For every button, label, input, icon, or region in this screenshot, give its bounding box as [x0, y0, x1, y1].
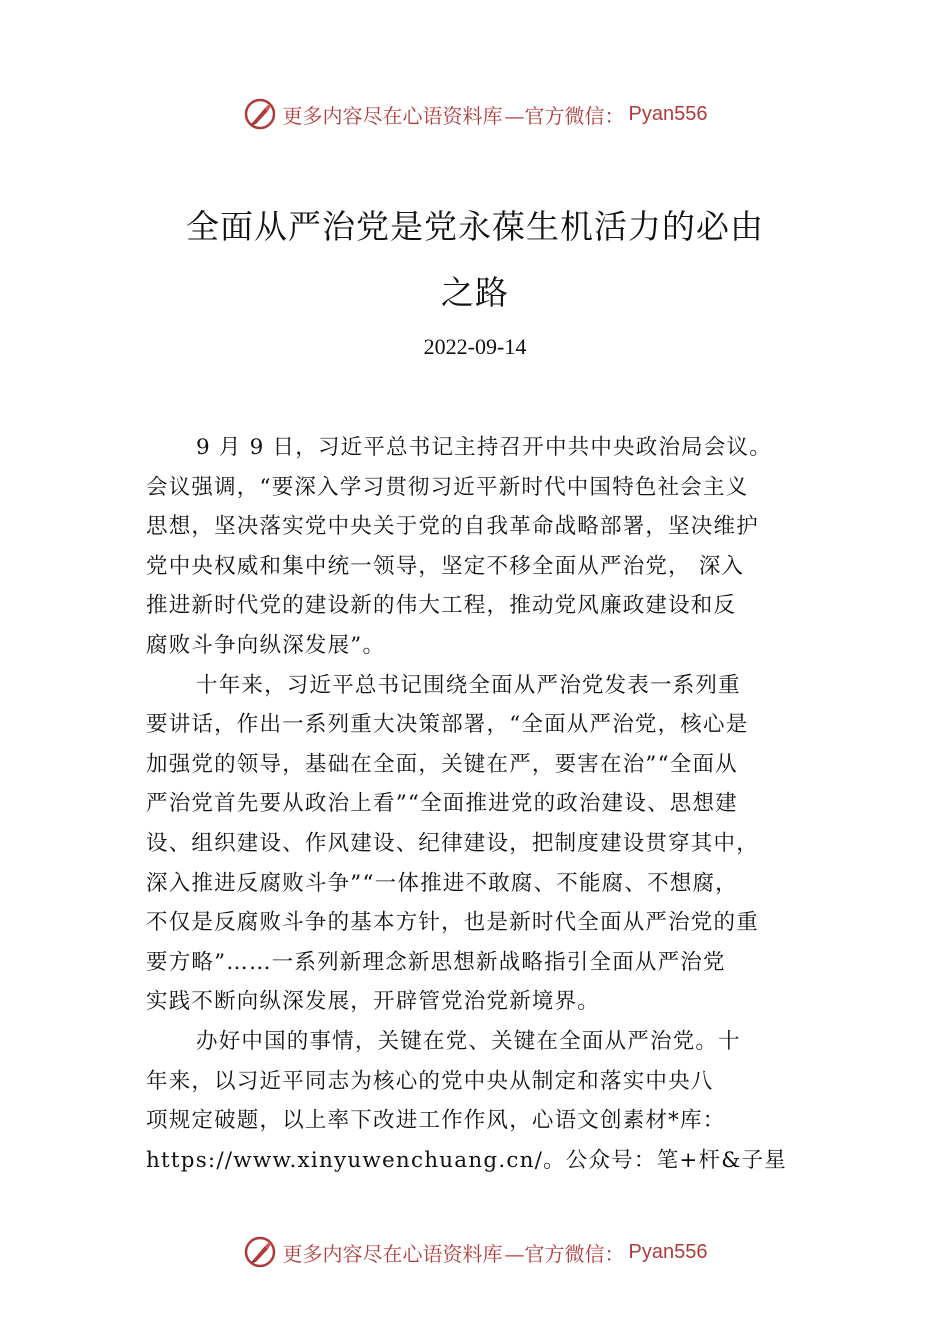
- body-line: 深入推进反腐败斗争”“一体推进不敢腐、不能腐、不想腐，: [146, 870, 738, 896]
- body-line: 严治党首先要从政治上看”“全面推进党的政治建设、思想建: [146, 791, 738, 817]
- body-line: 党中央权威和集中统一领导，坚定不移全面从严治党， 深入: [146, 553, 745, 579]
- wechat-label: —官方微信：: [504, 1241, 625, 1266]
- wechat-label: —官方微信：: [504, 103, 625, 128]
- body-line: 要讲话，作出一系列重大决策部署，“全面从严治党，核心是: [146, 712, 749, 738]
- wechat-id: Pyan556: [628, 1240, 708, 1263]
- title-line-1: 全面从严治党是党永葆生机活力的必由: [186, 207, 764, 246]
- article-body: [146, 428, 818, 1180]
- body-line: 腐败斗争向纵深发展”。: [146, 632, 386, 658]
- body-line: 实践不断向纵深发展，开辟管党治党新境界。: [146, 989, 601, 1015]
- header-watermark: [0, 94, 950, 134]
- body-line: 办好中国的事情，关键在党、关键在全面从严治党。十: [196, 1028, 741, 1054]
- article-date: 2022-09-14: [423, 334, 527, 359]
- title-line-2: 之路: [441, 273, 509, 312]
- body-line: 会议强调，“要深入学习贯彻习近平新时代中国特色社会主义: [146, 474, 749, 500]
- body-line: 要方略”……一系列新理念新思想新战略指引全面从严治党: [146, 949, 726, 975]
- body-line: 思想，坚决落实党中央关于党的自我革命战略部署，坚决维护: [146, 514, 759, 540]
- body-line: 设、组织建设、作风建设、纪律建设，把制度建设贯穿其中，: [146, 830, 759, 856]
- article-title: [0, 194, 950, 326]
- footer-watermark: [0, 1232, 950, 1272]
- body-line: 推进新时代党的建设新的伟大工程，推动党风廉政建设和反: [146, 593, 737, 619]
- pen-logo-icon: [243, 97, 277, 131]
- body-line: https://www.xinyuwenchuang.cn/。公众号：笔+杆&子星: [146, 1147, 787, 1173]
- body-line: 9 月 9 日，习近平总书记主持召开中共中央政治局会议。: [196, 435, 772, 460]
- body-line: 年来，以习近平同志为核心的党中央从制定和落实中央八: [146, 1068, 714, 1094]
- pen-logo-icon: [243, 1235, 277, 1269]
- library-name: 更多内容尽在心语资料库: [282, 1241, 503, 1266]
- body-line: 不仅是反腐败斗争的基本方针，也是新时代全面从严治党的重: [146, 910, 759, 936]
- body-line: 项规定破题，以上率下改进工作作风，心语文创素材*库：: [146, 1108, 726, 1134]
- body-line: 加强党的领导，基础在全面，关键在严，要害在治”“全面从: [146, 751, 738, 777]
- wechat-id: Pyan556: [628, 102, 708, 125]
- body-line: 十年来，习近平总书记围绕全面从严治党发表一系列重: [196, 672, 741, 698]
- library-name: 更多内容尽在心语资料库: [282, 103, 503, 128]
